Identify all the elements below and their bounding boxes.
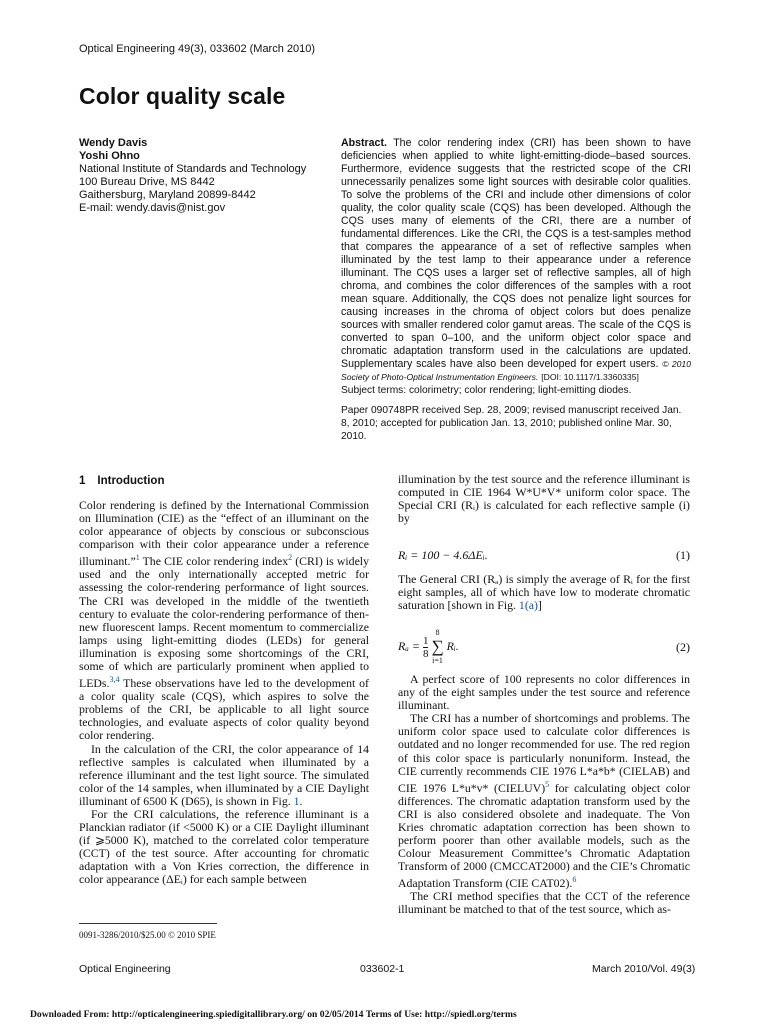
footer-issue: March 2010/Vol. 49(3)	[592, 963, 696, 975]
footnote-divider	[79, 923, 217, 924]
section-number: 1	[79, 475, 86, 487]
subject-terms: Subject terms: colorimetry; color rendering; light-emitting diodes.	[341, 385, 632, 396]
section-title: Introduction	[97, 475, 165, 487]
author-name: Wendy Davis	[79, 137, 148, 149]
citation-link[interactable]: 1	[135, 553, 140, 563]
address-line: Gaithersburg, Maryland 20899-8442	[79, 189, 256, 201]
equation-2	[398, 628, 690, 666]
copyright-line: 0091-3286/2010/$25.00 © 2010 SPIE	[79, 930, 216, 940]
body-column-right-top	[398, 473, 690, 525]
equation-body: Rᵢ = 100 − 4.6ΔEᵢ.	[398, 548, 488, 562]
section-heading	[79, 475, 164, 487]
citation-link[interactable]: 3,4	[109, 675, 120, 685]
body-column-right-mid	[398, 573, 690, 612]
body-column-right-bottom	[398, 673, 690, 917]
abstract-copyright: © 2010 Society of Photo-Optical Instrumentation Engineers.	[341, 359, 691, 382]
equation-rhs: Rᵢ.	[446, 638, 459, 653]
citation-link[interactable]: 5	[545, 779, 550, 789]
paragraph: A perfect score of 100 represents no color differences in any of the eight samples under the test source and reference illuminant.	[398, 672, 690, 713]
paper-history: Paper 090748PR received Sep. 28, 2009; revised manuscript received Jan. 8, 2010; accepted for publication Jan. 13, 2010; published online Mar. 30, 2010.	[341, 405, 682, 442]
address-line: 100 Bureau Drive, MS 8442	[79, 176, 215, 188]
paragraph: The CRI method specifies that the CCT of the reference illuminant be matched to that of the test source, which as-	[398, 889, 690, 917]
fraction: $\frac{1}{8}$	[422, 634, 429, 660]
abstract	[341, 137, 691, 384]
author-email[interactable]: E-mail: wendy.davis@nist.gov	[79, 202, 226, 214]
figure-link[interactable]: 1(a)	[518, 598, 538, 613]
equation-number: (2)	[676, 640, 690, 654]
abstract-text: The color rendering index (CRI) has been shown to have deficiencies when applied to white light-emitting-diode–based sources. Furthermore, evidence suggests that the restricted scope of the CRI unnecessarily penalizes some light sources with desirable color qualities. To solve the problems of the CRI and include other dimensions of color quality, the color quality scale (CQS) has been developed. Although the CQS uses many of elements of the CRI, there are a number of fundamental differences. Like the CRI, the CQS is a test-samples method that compares the appearance of a set of reflective samples when illuminated by the test lamp to their appearance under a reference illuminant. The CQS uses a larger set of reflective samples, all of high chroma, and combines the color differences of the samples with a root mean square. Additionally, the CQS does not penalize light sources for causing increases in the chroma of object colors but does penalize sources with smaller rendered color gamut areas. The scale of the CQS is converted to span 0–100, and the uniform object color space and chromatic adaptation transform used in the calculations are updated. Supplementary scales have also been developed for expert users.	[341, 137, 691, 370]
equation-number: (1)	[676, 548, 690, 562]
abstract-doi[interactable]: [DOI: 10.1117/1.3360335]	[541, 372, 639, 382]
paragraph: Color rendering is defined by the International Commission on Illumination (CIE) as the “effect of an illuminant on the color appearance of objects by conscious or subconscious comparison with their color appearance under a reference illuminant.”$^1$ The CIE color rendering index$^2$ (CRI) is widely used and the only internationally accepted metric for assessing the color-rendering performance of light sources. The CRI was developed in the middle of the twentieth century to evaluate the color-rendering performance of then-new fluorescent lamps. Recent momentum to commercialize lamps using light-emitting diodes (LEDs) for general illumination is exposing some shortcomings of the CRI, some of which are particularly prominent when applied to LEDs.$^{3,4}$ These observations have led to the development of a color quality scale (CQS), which aspires to solve the problems of the CRI, be applicable to all light source technologies, and evaluate aspects of color quality beyond color rendering.	[79, 498, 369, 743]
paragraph: For the CRI calculations, the reference illuminant is a Planckian radiator (if <5000 K) or a CIE Daylight illuminant (if ⩾5000 K), matched to the correlated color temperature (CCT) of the test source. After accounting for chromatic adaptation with a Von Kries correction, the difference in color appearance (ΔEᵢ) for each sample between	[79, 807, 369, 887]
equation-lhs: Rₐ =	[398, 638, 423, 653]
download-notice: Downloaded From: http://opticalengineering.spiedigitallibrary.org/ on 02/05/2014 Terms of Use: http://spiedl.org/terms	[30, 1009, 517, 1020]
equation-1	[398, 548, 690, 563]
author-block	[79, 137, 329, 215]
paragraph: illumination by the test source and the reference illuminant is computed in CIE 1964 W*U*V* uniform color space. The Special CRI (Rᵢ) is calculated for each reflective sample (i) by	[398, 472, 690, 526]
paragraph: The General CRI (Rₐ) is simply the average of Rᵢ for the first eight samples, all of which have low to moderate chromatic saturation [shown in Fig. 1(a)]	[398, 572, 690, 613]
author-name: Yoshi Ohno	[79, 150, 140, 162]
citation-link[interactable]: 2	[288, 553, 293, 563]
affiliation: National Institute of Standards and Technology	[79, 163, 307, 175]
paragraph: In the calculation of the CRI, the color appearance of 14 reflective samples is calculated when illuminated by a reference illuminant and the test light source. The simulated color of the 14 samples, when illuminated by a CIE Daylight illuminant of 6500 K (D65), is shown in Fig. 1.	[79, 741, 369, 808]
footer-journal: Optical Engineering	[79, 963, 171, 975]
abstract-label: Abstract.	[341, 137, 387, 149]
paragraph: The CRI has a number of shortcomings and problems. The uniform color space used to calculate color differences is outdated and no longer recommended for use. The red region of this color space is particularly nonuniform. Instead, the CIE currently recommends CIE 1976 L*a*b* (CIELAB) and CIE 1976 L*u*v* (CIELUV)$^5$ for calculating object color differences. The chromatic adaptation transform used by the CRI is also considered obsolete and inadequate. The Von Kries chromatic adaptation correction has been shown to perform poorer than other available models, such as the Colour Measurement Committee’s Chromatic Adaptation Transform of 2000 (CMCCAT2000) and the CIE’s Chromatic Adaptation Transform (CIE CAT02).$^6$	[398, 711, 690, 891]
journal-citation: Optical Engineering 49(3), 033602 (March 2010)	[79, 43, 316, 55]
body-column-left	[79, 499, 369, 887]
summation: 8 ∑ i=1	[431, 628, 444, 665]
article-title: Color quality scale	[79, 83, 286, 109]
figure-link[interactable]: 1	[293, 793, 300, 808]
citation-link[interactable]: 6	[572, 875, 577, 885]
footer-page-id: 033602-1	[360, 963, 405, 975]
